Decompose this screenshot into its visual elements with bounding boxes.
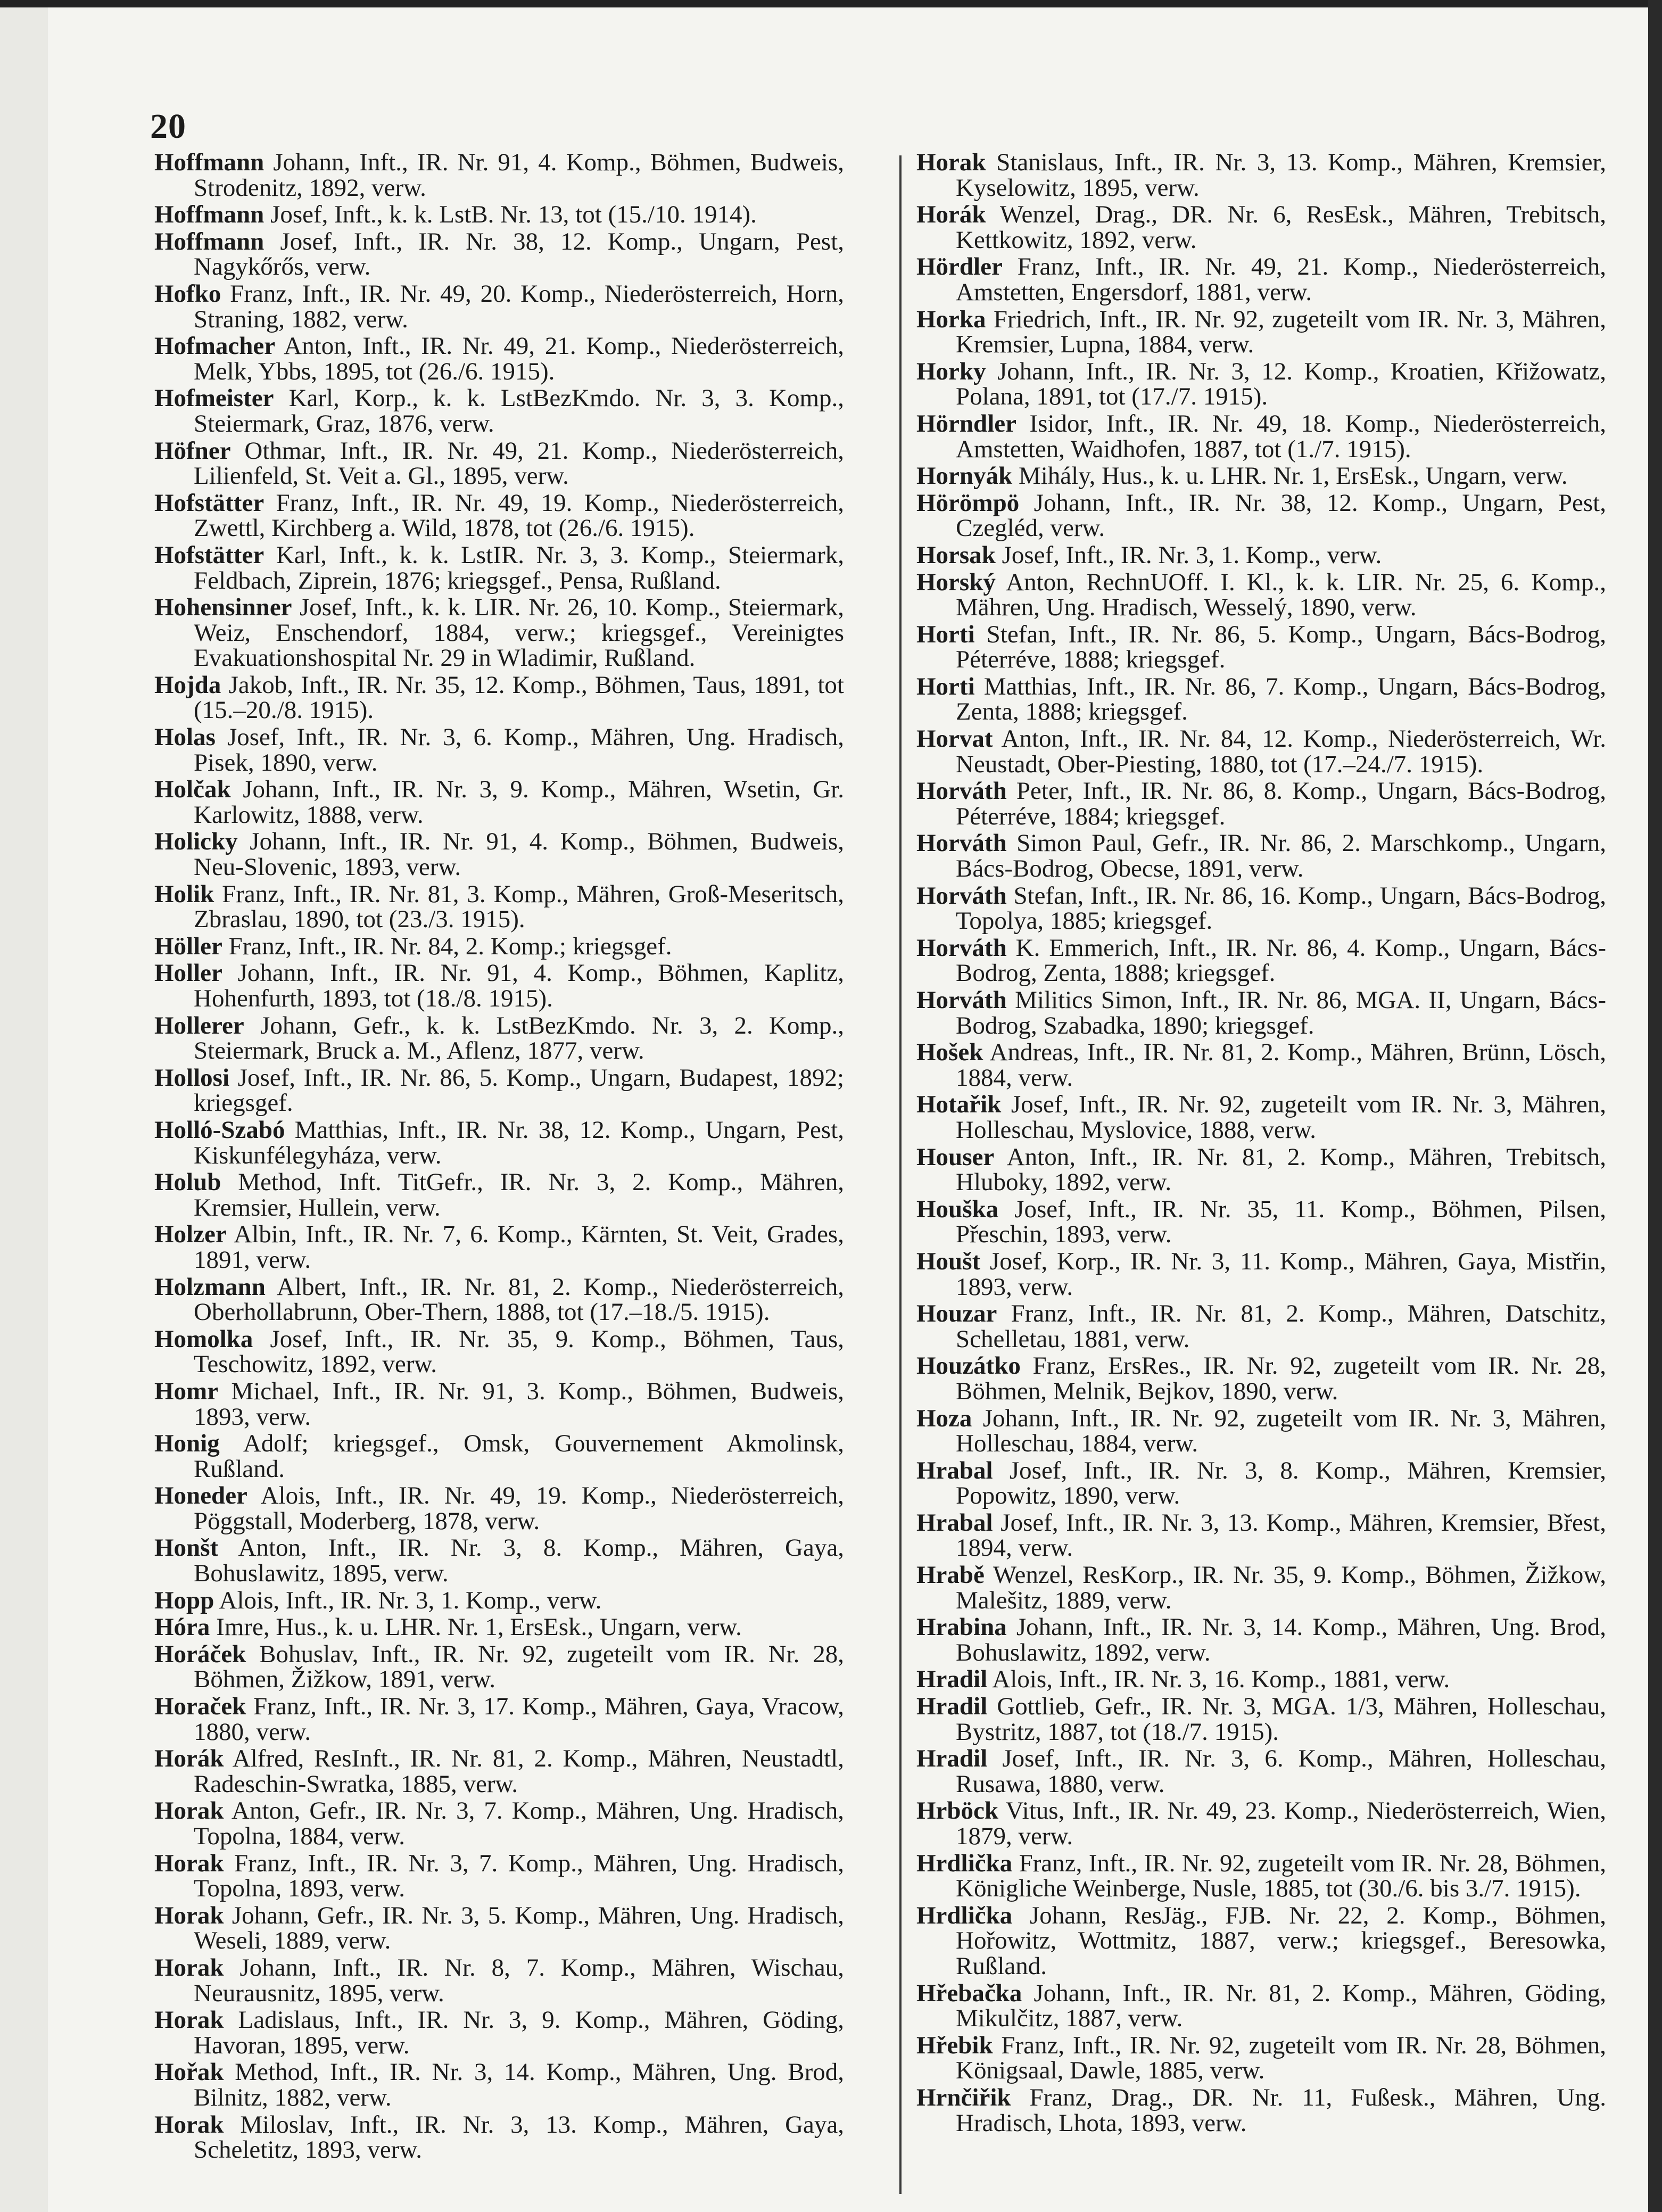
casualty-entry <box>916 491 1606 541</box>
entry-surname: Hrdlička <box>916 1901 1013 1929</box>
entry-details: Adolf; kriegsgef., Omsk, Gouvernement Akmolinsk, Rußland. <box>194 1430 844 1483</box>
entry-details: Josef, Korp., IR. Nr. 3, 11. Komp., Mähren, Gaya, Mistřin, 1893, verw. <box>956 1247 1607 1301</box>
casualty-entry <box>916 1458 1606 1509</box>
casualty-entry <box>154 882 844 932</box>
entry-surname: Hoza <box>916 1404 972 1432</box>
entry-surname: Hóra <box>154 1613 210 1641</box>
entry-surname: Hradil <box>916 1745 988 1773</box>
entry-details: Wenzel, Drag., DR. Nr. 6, ResEsk., Mähren, Trebitsch, Kettkowitz, 1892, verw. <box>956 201 1606 254</box>
casualty-entry <box>916 1508 1606 1562</box>
entry-details: Friedrich, Inft., IR. Nr. 92, zugeteilt vom IR. Nr. 3, Mähren, Kremsier, Lupna, 1884, verw. <box>956 305 1606 359</box>
casualty-entry <box>154 2008 844 2058</box>
entry-surname: Horváth <box>916 881 1007 910</box>
entry-details: Johann, Inft., IR. Nr. 38, 12. Komp., Ungarn, Pest, Czegléd, verw. <box>956 489 1606 542</box>
entry-details: Stefan, Inft., IR. Nr. 86, 16. Komp., Ungarn, Bács-Bodrog, Topolya, 1885; kriegsgef. <box>956 881 1607 935</box>
casualty-entry <box>154 673 844 723</box>
casualty-entry <box>154 436 845 490</box>
entry-details: Gottlieb, Gefr., IR. Nr. 3, MGA. 1/3, Mähren, Holleschau, Bystritz, 1887, tot (18./7. 1915). <box>956 1693 1607 1746</box>
entry-surname: Hřebačka <box>916 1979 1022 2007</box>
entry-surname: Hrabina <box>916 1613 1007 1641</box>
entry-details: Franz, Inft., IR. Nr. 3, 7. Komp., Mähren, Ung. Hradisch, Topolna, 1893, verw. <box>194 1849 844 1903</box>
casualty-entry <box>154 1903 844 1954</box>
entry-details: Anton, Inft., IR. Nr. 3, 8. Komp., Mähren, Gaya, Bohuslawitz, 1895, verw. <box>194 1534 844 1588</box>
entry-surname: Holik <box>154 880 214 908</box>
casualty-entry <box>916 1746 1606 1797</box>
casualty-entry <box>916 622 1606 673</box>
left-column <box>154 150 844 2165</box>
casualty-entry <box>154 1118 844 1168</box>
casualty-entry <box>154 543 844 593</box>
casualty-entry <box>154 334 844 384</box>
right-column <box>916 150 1606 2137</box>
casualty-entry <box>916 464 1606 489</box>
entry-surname: Hoffmann <box>154 227 264 255</box>
entry-surname: Holicky <box>154 828 238 856</box>
entry-surname: Houzar <box>916 1300 997 1328</box>
entry-surname: Hradil <box>916 1693 988 1721</box>
entry-details: Josef, Inft., k. k. LIR. Nr. 26, 10. Komp., Steiermark, Weiz, Enschendorf, 1884, verw.; kriegsgef., Vereinigtes Evakuationshospital Nr. 29 in Wladimir, Rußland. <box>194 593 844 672</box>
entry-surname: Horváth <box>916 777 1007 805</box>
casualty-entry <box>916 570 1606 621</box>
entry-surname: Houzátko <box>916 1352 1021 1380</box>
entry-details: Matthias, Inft., IR. Nr. 86, 7. Komp., Ungarn, Bács-Bodrog, Zenta, 1888; kriegsgef. <box>956 672 1606 726</box>
entry-details: Johann, Inft., IR. Nr. 3, 12. Komp., Kroatien, Křižowatz, Polana, 1891, tot (17./7. 1915). <box>956 357 1606 411</box>
entry-details: Ladislaus, Inft., IR. Nr. 3, 9. Komp., Mähren, Göding, Havoran, 1895, verw. <box>194 2006 845 2059</box>
entry-surname: Horky <box>916 357 986 385</box>
casualty-entry <box>154 777 844 828</box>
entry-details: Josef, Inft., k. k. LstB. Nr. 13, tot (15./10. 1914). <box>270 201 757 229</box>
entry-surname: Hofko <box>154 279 221 308</box>
entry-surname: Hradil <box>916 1665 988 1694</box>
entry-surname: Hrabal <box>916 1456 993 1484</box>
casualty-entry <box>154 725 844 775</box>
casualty-entry <box>154 829 844 880</box>
entry-details: Franz, Inft., IR. Nr. 49, 20. Komp., Niederösterreich, Horn, Straning, 1882, verw. <box>194 279 844 333</box>
casualty-entry <box>154 1615 844 1640</box>
casualty-entry <box>154 1063 845 1117</box>
scan-border-right <box>1648 0 1662 2212</box>
entry-details: Josef, Inft., IR. Nr. 3, 1. Komp., verw. <box>1002 541 1382 569</box>
entry-surname: Hřebik <box>916 2031 993 2059</box>
entry-surname: Holas <box>154 723 216 752</box>
entry-details: Josef, Inft., IR. Nr. 35, 11. Komp., Böhmen, Pilsen, Přeschin, 1893, verw. <box>956 1195 1607 1249</box>
entry-surname: Homolka <box>154 1325 253 1353</box>
casualty-entry <box>154 1275 844 1325</box>
entry-surname: Homr <box>154 1377 219 1405</box>
entry-details: Anton, Inft., IR. Nr. 49, 21. Komp., Niederösterreich, Melk, Ybbs, 1895, tot (26./6. 1915). <box>194 332 844 385</box>
casualty-entry <box>916 202 1606 253</box>
casualty-entry <box>916 359 1606 410</box>
casualty-entry <box>916 2033 1606 2084</box>
casualty-entry <box>916 1694 1606 1745</box>
entry-surname: Höller <box>154 932 222 960</box>
entry-details: Stefan, Inft., IR. Nr. 86, 5. Komp., Ungarn, Bács-Bodrog, Péterréve, 1888; kriegsgef. <box>956 620 1606 674</box>
entry-details: Militics Simon, Inft., IR. Nr. 86, MGA. II, Ungarn, Bács-Bodrog, Szabadka, 1890; kriegsgef. <box>956 986 1606 1039</box>
entry-details: Johann, Inft., IR. Nr. 3, 9. Komp., Mähren, Wsetin, Gr. Karlowitz, 1888, verw. <box>194 775 844 829</box>
casualty-entry <box>916 1301 1606 1352</box>
entry-details: Anton, RechnUOff. I. Kl., k. k. LIR. Nr. 25, 6. Komp., Mähren, Ung. Hradisch, Wesselý, 1890, verw. <box>956 568 1606 622</box>
entry-surname: Horak <box>154 2006 224 2034</box>
entry-surname: Hrabě <box>916 1561 985 1589</box>
entry-surname: Horak <box>916 148 986 176</box>
entry-details: Anton, Gefr., IR. Nr. 3, 7. Komp., Mähren, Ung. Hradisch, Topolna, 1884, verw. <box>194 1797 844 1850</box>
casualty-entry <box>916 1040 1606 1091</box>
entry-details: Josef, Inft., IR. Nr. 92, zugeteilt vom IR. Nr. 3, Mähren, Holleschau, Myslovice, 1888, verw. <box>956 1091 1607 1144</box>
entry-surname: Honeder <box>154 1482 247 1510</box>
entry-details: Johann, Inft., IR. Nr. 91, 4. Komp., Böhmen, Budweis, Strodenitz, 1892, verw. <box>194 148 845 202</box>
entry-details: Josef, Inft., IR. Nr. 86, 5. Komp., Ungarn, Budapest, 1892; kriegsgef. <box>194 1063 845 1117</box>
casualty-entry <box>154 1588 844 1614</box>
entry-surname: Horti <box>916 672 975 700</box>
entry-details: Matthias, Inft., IR. Nr. 38, 12. Komp., Ungarn, Pest, Kiskunfélegyháza, verw. <box>194 1116 845 1169</box>
entry-surname: Horváth <box>916 829 1007 857</box>
entry-surname: Horaček <box>154 1693 246 1721</box>
casualty-entry <box>916 1249 1606 1300</box>
entry-surname: Hrböck <box>916 1797 999 1825</box>
entry-surname: Horak <box>154 1849 224 1877</box>
casualty-entry <box>916 988 1606 1038</box>
entry-details: Franz, Inft., IR. Nr. 3, 17. Komp., Mähren, Gaya, Vracow, 1880, verw. <box>194 1693 845 1746</box>
entry-details: Franz, Inft., IR. Nr. 81, 3. Komp., Mähren, Groß-Meseritsch, Zbraslau, 1890, tot (23./3. 1915). <box>194 880 845 934</box>
entry-details: Stanislaus, Inft., IR. Nr. 3, 13. Komp., Mähren, Kremsier, Kyselowitz, 1895, verw. <box>956 148 1606 202</box>
casualty-entry <box>916 543 1606 568</box>
entry-surname: Hojda <box>154 671 221 699</box>
entry-details: Franz, Inft., IR. Nr. 49, 21. Komp., Niederösterreich, Amstetten, Engersdorf, 1881, verw. <box>956 253 1606 306</box>
entry-details: Method, Inft., IR. Nr. 3, 14. Komp., Mähren, Ung. Brod, Bilnitz, 1882, verw. <box>194 2058 844 2111</box>
entry-details: Josef, Inft., IR. Nr. 3, 8. Komp., Mähren, Kremsier, Popowitz, 1890, verw. <box>956 1456 1607 1510</box>
casualty-entry <box>916 1197 1606 1248</box>
entry-surname: Horáček <box>154 1640 246 1668</box>
entry-surname: Horváth <box>916 986 1007 1014</box>
casualty-entry <box>154 1694 844 1745</box>
casualty-entry <box>154 1431 844 1482</box>
casualty-entry <box>154 1642 844 1693</box>
entry-details: Franz, Inft., IR. Nr. 49, 19. Komp., Niederösterreich, Zwettl, Kirchberg a. Wild, 1878, tot (26./6. 1915). <box>194 489 845 542</box>
entry-details: Johann, Inft., IR. Nr. 91, 4. Komp., Böhmen, Kaplitz, Hohenfurth, 1893, tot (18./8. 1915). <box>194 959 845 1012</box>
entry-details: Johann, Inft., IR. Nr. 92, zugeteilt vom IR. Nr. 3, Mähren, Holleschau, 1884, verw. <box>956 1404 1606 1458</box>
casualty-entry <box>916 727 1606 777</box>
entry-details: Simon Paul, Gefr., IR. Nr. 86, 2. Marschkomp., Ungarn, Bács-Bodrog, Obecse, 1891, verw. <box>956 829 1606 883</box>
casualty-entry <box>916 1798 1606 1849</box>
casualty-entry <box>154 1851 844 1902</box>
entry-surname: Hoffmann <box>154 201 264 229</box>
entry-surname: Horsak <box>916 541 996 569</box>
casualty-entry <box>916 1145 1606 1195</box>
entry-surname: Hofmeister <box>154 384 274 412</box>
casualty-entry <box>154 1013 844 1064</box>
entry-details: Method, Inft. TitGefr., IR. Nr. 3, 2. Komp., Mähren, Kremsier, Hullein, verw. <box>194 1168 845 1221</box>
entry-details: Johann, Inft., IR. Nr. 81, 2. Komp., Mähren, Göding, Mikulčitz, 1887, verw. <box>956 1979 1606 2033</box>
entry-surname: Horak <box>154 1797 224 1825</box>
entry-details: Johann, Inft., IR. Nr. 91, 4. Komp., Böhmen, Budweis, Neu-Slovenic, 1893, verw. <box>194 828 845 881</box>
casualty-entry <box>154 1170 844 1220</box>
casualty-entry <box>154 1955 844 2006</box>
casualty-entry <box>154 1483 844 1534</box>
casualty-entry <box>154 1746 844 1797</box>
casualty-entry <box>916 1903 1606 1979</box>
casualty-entry <box>154 1536 844 1586</box>
entry-surname: Hornyák <box>916 462 1013 490</box>
entry-details: Imre, Hus., k. u. LHR. Nr. 1, ErsEsk., Ungarn, verw. <box>216 1613 742 1641</box>
casualty-entry <box>154 1327 844 1377</box>
entry-surname: Hrdlička <box>916 1849 1013 1877</box>
casualty-entry <box>916 254 1606 305</box>
casualty-entry <box>154 961 844 1011</box>
entry-details: Franz, Inft., IR. Nr. 92, zugeteilt vom IR. Nr. 28, Böhmen, Königliche Weinberge, Nusle, 1885, tot (30./6. bis 3./7. 1915). <box>956 1849 1606 1903</box>
casualty-entry <box>916 1353 1606 1404</box>
column-divider <box>899 155 902 2194</box>
entry-surname: Holub <box>154 1168 221 1196</box>
casualty-entry <box>916 1092 1606 1143</box>
entry-details: Albin, Inft., IR. Nr. 7, 6. Komp., Kärnten, St. Veit, Grades, 1891, verw. <box>194 1220 844 1274</box>
entry-details: Franz, Inft., IR. Nr. 81, 2. Komp., Mähren, Datschitz, Schelletau, 1881, verw. <box>956 1300 1606 1353</box>
entry-surname: Hohensinner <box>154 593 292 622</box>
entry-surname: Houser <box>916 1143 995 1171</box>
casualty-entry <box>916 831 1606 881</box>
entry-details: Johann, Gefr., k. k. LstBezKmdo. Nr. 3, 2. Komp., Steiermark, Bruck a. M., Aflenz, 1877, verw. <box>194 1011 845 1065</box>
entry-details: Bohuslav, Inft., IR. Nr. 92, zugeteilt vom IR. Nr. 28, Böhmen, Žižkow, 1891, verw. <box>194 1640 844 1694</box>
page-number: 20 <box>150 107 186 146</box>
entry-details: Peter, Inft., IR. Nr. 86, 8. Komp., Ungarn, Bács-Bodrog, Péterréve, 1884; kriegsgef. <box>956 777 1607 830</box>
entry-surname: Hörndler <box>916 409 1016 438</box>
entry-details: Mihály, Hus., k. u. LHR. Nr. 1, ErsEsk., Ungarn, verw. <box>1018 462 1568 490</box>
casualty-entry <box>916 307 1606 358</box>
entry-surname: Holló-Szabó <box>154 1116 285 1144</box>
entry-details: Albert, Inft., IR. Nr. 81, 2. Komp., Niederösterreich, Oberhollabrunn, Ober-Thern, 1888, tot (17.–18./5. 1915). <box>194 1273 844 1326</box>
casualty-entry <box>154 2060 844 2110</box>
casualty-entry <box>916 1851 1606 1902</box>
entry-surname: Horský <box>916 568 996 596</box>
entry-details: Anton, Inft., IR. Nr. 81, 2. Komp., Mähren, Trebitsch, Hluboky, 1892, verw. <box>956 1143 1606 1196</box>
entry-surname: Houšt <box>916 1247 981 1275</box>
entry-details: Johann, Inft., IR. Nr. 8, 7. Komp., Mähren, Wischau, Neurausnitz, 1895, verw. <box>194 1953 844 2007</box>
entry-surname: Horka <box>916 305 986 333</box>
casualty-entry <box>916 411 1606 462</box>
entry-details: Franz, Drag., DR. Nr. 11, Fußesk., Mähren, Ung. Hradisch, Lhota, 1893, verw. <box>956 2083 1606 2137</box>
entry-details: K. Emmerich, Inft., IR. Nr. 86, 4. Komp., Ungarn, Bács-Bodrog, Zenta, 1888; kriegsgef. <box>956 934 1606 987</box>
entry-details: Josef, Inft., IR. Nr. 3, 6. Komp., Mähren, Holleschau, Rusawa, 1880, verw. <box>956 1745 1607 1798</box>
entry-surname: Hofstätter <box>154 541 264 569</box>
entry-details: Franz, Inft., IR. Nr. 84, 2. Komp.; kriegsgef. <box>228 932 672 960</box>
entry-details: Miloslav, Inft., IR. Nr. 3, 13. Komp., Mähren, Gaya, Scheletitz, 1893, verw. <box>194 2110 844 2164</box>
entry-surname: Hollosi <box>154 1063 230 1092</box>
entry-surname: Hördler <box>916 253 1003 281</box>
entry-surname: Hrnčiřik <box>916 2083 1011 2111</box>
casualty-entry <box>154 150 844 201</box>
entry-surname: Hoffmann <box>154 148 264 176</box>
casualty-entry <box>154 1222 844 1273</box>
entry-surname: Horak <box>154 1953 224 1982</box>
entry-details: Othmar, Inft., IR. Nr. 49, 21. Komp., Niederösterreich, Lilienfeld, St. Veit a. Gl., 1895, verw. <box>194 436 845 490</box>
casualty-entry <box>916 1615 1606 1665</box>
entry-details: Alfred, ResInft., IR. Nr. 81, 2. Komp., Mähren, Neustadtl, Radeschin-Swratka, 1885, verw. <box>194 1745 844 1798</box>
entry-details: Karl, Korp., k. k. LstBezKmdo. Nr. 3, 3. Komp., Steiermark, Graz, 1876, verw. <box>194 384 845 438</box>
entry-details: Karl, Inft., k. k. LstIR. Nr. 3, 3. Komp., Steiermark, Feldbach, Ziprein, 1876; kriegsgef., Pensa, Rußland. <box>194 541 845 595</box>
entry-details: Anton, Inft., IR. Nr. 84, 12. Komp., Niederösterreich, Wr. Neustadt, Ober-Piesting, 1880, tot (17.–24./7. 1915). <box>956 725 1606 778</box>
casualty-entry <box>154 1798 844 1849</box>
casualty-entry <box>916 936 1606 986</box>
entry-surname: Hollerer <box>154 1011 244 1039</box>
casualty-entry <box>916 1667 1606 1693</box>
entry-surname: Holzmann <box>154 1273 266 1301</box>
entry-details: Franz, ErsRes., IR. Nr. 92, zugeteilt vom IR. Nr. 28, Böhmen, Melnik, Bejkov, 1890, verw. <box>956 1352 1606 1405</box>
entry-details: Andreas, Inft., IR. Nr. 81, 2. Komp., Mähren, Brünn, Lösch, 1884, verw. <box>956 1038 1606 1092</box>
entry-surname: Holčak <box>154 775 231 804</box>
entry-surname: Holler <box>154 959 222 987</box>
entry-surname: Hofmacher <box>154 332 276 360</box>
scan-border-top <box>0 0 1662 7</box>
casualty-entry <box>916 1563 1606 1613</box>
entry-details: Franz, Inft., IR. Nr. 92, zugeteilt vom IR. Nr. 28, Böhmen, Königsaal, Dawle, 1885, verw. <box>956 2031 1607 2085</box>
entry-surname: Holzer <box>154 1220 227 1249</box>
entry-surname: Hošek <box>916 1038 983 1067</box>
entry-surname: Horak <box>154 2110 224 2139</box>
entry-details: Josef, Inft., IR. Nr. 38, 12. Komp., Ungarn, Pest, Nagykőrős, verw. <box>194 227 844 281</box>
entry-details: Josef, Inft., IR. Nr. 3, 13. Komp., Mähren, Kremsier, Břest, 1894, verw. <box>956 1508 1606 1562</box>
entry-surname: Horváth <box>916 934 1007 962</box>
casualty-entry <box>916 674 1606 725</box>
entry-surname: Hrabal <box>916 1508 993 1537</box>
entry-surname: Honig <box>154 1430 220 1458</box>
entry-details: Johann, Gefr., IR. Nr. 3, 5. Komp., Mähren, Ung. Hradisch, Weseli, 1889, verw. <box>194 1901 844 1955</box>
entry-surname: Hopp <box>154 1586 214 1614</box>
entry-details: Vitus, Inft., IR. Nr. 49, 23. Komp., Niederösterreich, Wien, 1879, verw. <box>956 1797 1606 1850</box>
casualty-entry <box>154 386 844 436</box>
casualty-entry <box>154 595 844 671</box>
casualty-entry <box>916 881 1607 935</box>
entry-surname: Hořak <box>154 2058 224 2086</box>
entry-details: Johann, ResJäg., FJB. Nr. 22, 2. Komp., Böhmen, Hořowitz, Wottmitz, 1887, verw.; kriegsgef., Beresowka, Rußland. <box>956 1901 1606 1980</box>
casualty-entry <box>154 229 844 280</box>
entry-surname: Horák <box>154 1745 224 1773</box>
casualty-entry <box>154 279 844 333</box>
entry-surname: Horti <box>916 620 975 648</box>
casualty-entry <box>154 1379 844 1430</box>
entry-surname: Hörömpö <box>916 489 1020 517</box>
entry-surname: Horák <box>916 201 986 229</box>
casualty-entry <box>916 150 1606 201</box>
casualty-entry <box>154 202 844 228</box>
entry-surname: Hofstätter <box>154 489 264 517</box>
casualty-entry <box>916 2085 1606 2136</box>
casualty-entry <box>916 779 1606 829</box>
entry-surname: Honšt <box>154 1534 219 1562</box>
casualty-entry <box>154 2112 844 2163</box>
entry-details: Wenzel, ResKorp., IR. Nr. 35, 9. Komp., Böhmen, Žižkow, Malešitz, 1889, verw. <box>956 1561 1606 1614</box>
entry-details: Jakob, Inft., IR. Nr. 35, 12. Komp., Böhmen, Taus, 1891, tot (15.–20./8. 1915). <box>194 671 844 724</box>
casualty-entry <box>154 491 844 541</box>
entry-surname: Horvat <box>916 725 993 753</box>
entry-surname: Höfner <box>154 436 231 465</box>
casualty-entry <box>154 934 844 960</box>
entry-details: Johann, Inft., IR. Nr. 3, 14. Komp., Mähren, Ung. Brod, Bohuslawitz, 1892, verw. <box>956 1613 1607 1666</box>
entry-surname: Houška <box>916 1195 999 1223</box>
entry-details: Alois, Inft., IR. Nr. 49, 19. Komp., Niederösterreich, Pöggstall, Moderberg, 1878, verw. <box>194 1482 844 1535</box>
entry-details: Michael, Inft., IR. Nr. 91, 3. Komp., Böhmen, Budweis, 1893, verw. <box>194 1377 844 1431</box>
casualty-entry <box>916 1406 1606 1457</box>
entry-details: Josef, Inft., IR. Nr. 3, 6. Komp., Mähren, Ung. Hradisch, Pisek, 1890, verw. <box>194 723 845 777</box>
casualty-entry <box>916 1981 1606 2032</box>
entry-surname: Hotařik <box>916 1091 1002 1119</box>
entry-details: Josef, Inft., IR. Nr. 35, 9. Komp., Böhmen, Taus, Teschowitz, 1892, verw. <box>194 1325 845 1379</box>
entry-details: Alois, Inft., IR. Nr. 3, 16. Komp., 1881, verw. <box>992 1665 1450 1694</box>
entry-details: Isidor, Inft., IR. Nr. 49, 18. Komp., Niederösterreich, Amstetten, Waidhofen, 1887, tot (1./7. 1915). <box>956 409 1607 463</box>
entry-details: Alois, Inft., IR. Nr. 3, 1. Komp., verw. <box>219 1586 602 1614</box>
entry-surname: Horak <box>154 1901 224 1929</box>
